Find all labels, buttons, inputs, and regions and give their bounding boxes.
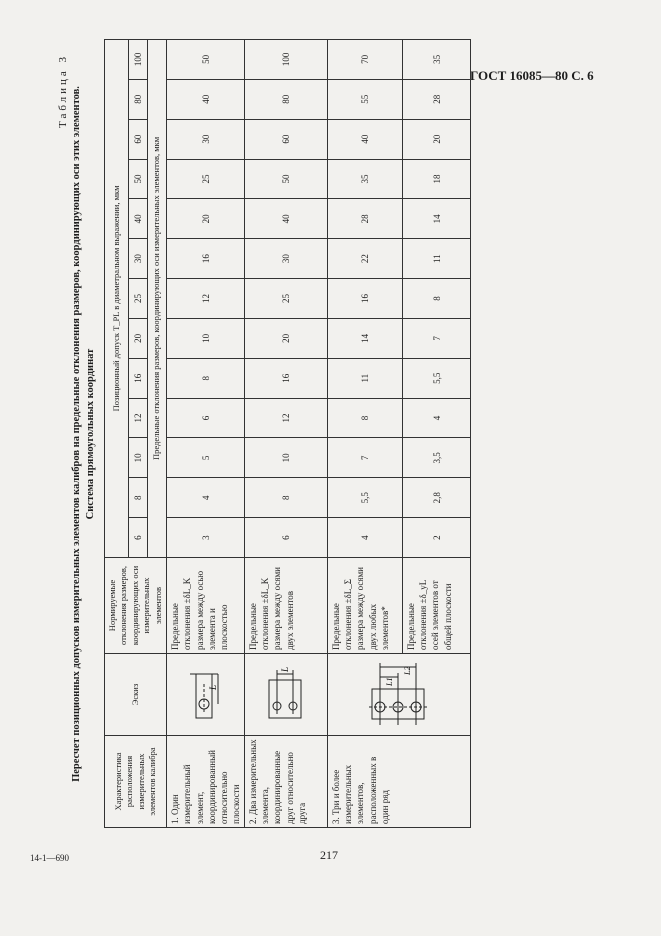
tolerance-header: 50: [129, 159, 148, 199]
row1-val: 25: [167, 159, 245, 199]
side-code: 14-1—690: [30, 853, 69, 863]
row3-val: 70: [328, 39, 403, 79]
table-subtitle: Система прямоугольных координат: [85, 348, 96, 520]
row2-val: 40: [245, 199, 328, 239]
row2-val: 8: [245, 478, 328, 518]
table-title: Пересчет позиционных допусков измерительных элементов калибров на предельные отклонения размеров, координирующих оси этих элементов.: [71, 86, 82, 782]
tolerance-header: 10: [129, 438, 148, 478]
row3-val: 14: [328, 318, 403, 358]
row2-characteristic: 2. Два измерительных элемента, координированные друг относительно друга: [245, 736, 328, 828]
row1-val: 20: [167, 199, 245, 239]
row3-val: 35: [328, 159, 403, 199]
sketch-label-l2: L2: [402, 667, 412, 676]
row3-val: 5,5: [328, 478, 403, 518]
row2-val: 100: [245, 39, 328, 79]
row3-val: 11: [328, 358, 403, 398]
row2-val: 10: [245, 438, 328, 478]
row1-val: 4: [167, 478, 245, 518]
table-row: [328, 39, 403, 827]
row1-val: 10: [167, 318, 245, 358]
row3-normalized: Предельные отклонения ±δL_Σ размера между осями двух любых элементов*: [328, 558, 403, 654]
row1-val: 30: [167, 119, 245, 159]
row3-val: 7: [328, 438, 403, 478]
row2-val: 6: [245, 518, 328, 558]
sketch-label-l: L: [208, 685, 219, 691]
row3-val: 22: [328, 239, 403, 279]
sketch-label-l: L: [279, 667, 290, 673]
row1-val: 3: [167, 518, 245, 558]
row1-val: 12: [167, 279, 245, 319]
sketch-label-l1: L1: [384, 678, 394, 687]
row4-val: 2,8: [403, 478, 471, 518]
row3-val: 4: [328, 518, 403, 558]
tolerance-header: 8: [129, 478, 148, 518]
row1-characteristic: 1. Один измерительный элемент, координированный относительно плоскости: [167, 736, 245, 828]
tolerance-header: 30: [129, 239, 148, 279]
tolerance-table: [104, 39, 471, 828]
tolerance-header: 40: [129, 199, 148, 239]
tolerance-header: 100: [129, 39, 148, 79]
sketch-two-elements: [245, 654, 328, 736]
row1-val: 16: [167, 239, 245, 279]
col-normalized: Нормируемые отклонения размеров, координирующих оси измерительных элементов: [105, 558, 167, 654]
row3-val: 40: [328, 119, 403, 159]
page-header: ГОСТ 16085—80 С. 6: [470, 68, 594, 83]
row4-val: 20: [403, 119, 471, 159]
row1-val: 40: [167, 79, 245, 119]
row4-val: 8: [403, 279, 471, 319]
row4-val: 35: [403, 39, 471, 79]
row1-val: 50: [167, 39, 245, 79]
row4-normalized: Предельные отклонения ±δ_yL осей элементов от общей плоскости: [403, 558, 471, 654]
row4-val: 2: [403, 518, 471, 558]
row2-val: 12: [245, 398, 328, 438]
row4-val: 5,5: [403, 358, 471, 398]
table-row: [167, 39, 245, 827]
tolerance-header: 16: [129, 358, 148, 398]
row3-val: 8: [328, 398, 403, 438]
table-label: Таблица 3: [57, 53, 69, 128]
sketch-one-element: [167, 654, 245, 736]
row2-val: 30: [245, 239, 328, 279]
row2-val: 60: [245, 119, 328, 159]
rotated-table-block: [57, 40, 607, 828]
col-characteristic: Характеристика расположения измерительных элементов калибра: [105, 736, 167, 828]
row1-normalized: Предельные отклонения ±δL_K размера между осью элемента и плоскостью: [167, 558, 245, 654]
col-sketch: Эскиз: [105, 654, 167, 736]
table-row: [245, 39, 328, 827]
row3-characteristic: 3. Три и более измерительных элементов, расположенных в один ряд: [328, 736, 471, 828]
col-deviation-group: Предельные отклонения размеров, координирующих оси измерительных элементов, мкм: [147, 39, 167, 557]
page-number: 217: [320, 848, 338, 862]
row1-val: 6: [167, 398, 245, 438]
row3-val: 16: [328, 279, 403, 319]
row2-normalized: Предельные отклонения ±δL_K размера между осями двух элементов: [245, 558, 328, 654]
row3-val: 28: [328, 199, 403, 239]
sketch-three-elements: [328, 654, 471, 736]
row4-val: 28: [403, 79, 471, 119]
row3-val: 55: [328, 79, 403, 119]
row2-val: 16: [245, 358, 328, 398]
tolerance-header: 6: [129, 518, 148, 558]
row1-val: 8: [167, 358, 245, 398]
row1-val: 5: [167, 438, 245, 478]
tolerance-header: 80: [129, 79, 148, 119]
row4-val: 14: [403, 199, 471, 239]
row4-val: 11: [403, 239, 471, 279]
row2-val: 20: [245, 318, 328, 358]
row2-val: 80: [245, 79, 328, 119]
tolerance-header: 20: [129, 318, 148, 358]
tolerance-header: 12: [129, 398, 148, 438]
col-tolerance-group: Позиционный допуск T_PL в диаметральном выражении, мкм: [105, 39, 129, 557]
row2-val: 25: [245, 279, 328, 319]
row4-val: 18: [403, 159, 471, 199]
tolerance-header: 25: [129, 279, 148, 319]
tolerance-header: 60: [129, 119, 148, 159]
row4-val: 3,5: [403, 438, 471, 478]
row4-val: 4: [403, 398, 471, 438]
row4-val: 7: [403, 318, 471, 358]
row2-val: 50: [245, 159, 328, 199]
